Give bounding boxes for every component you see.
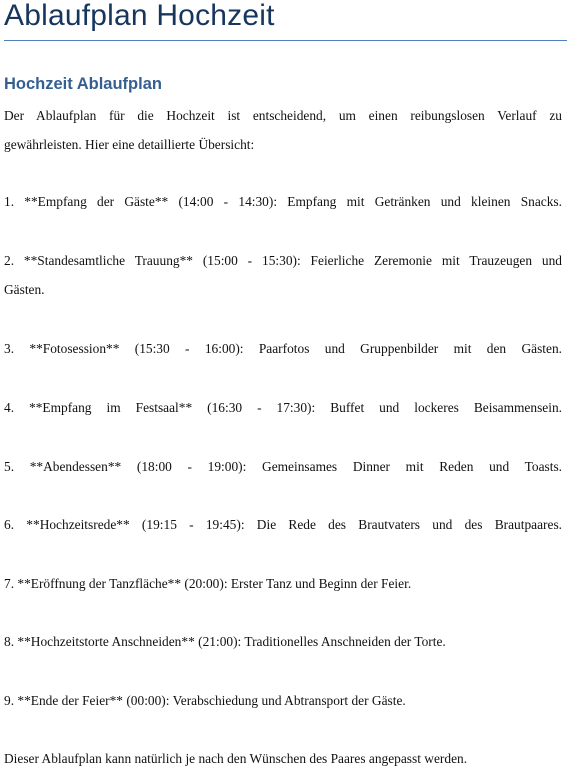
- intro-line-2: gewährleisten. Hier eine detaillierte Übersicht:: [4, 137, 255, 152]
- schedule-item-text: 3. **Fotosession** (15:30 - 16:00): Paarfotos und Gruppenbilder mit den Gästen.: [4, 341, 562, 356]
- title-underline-rule: [4, 40, 567, 41]
- intro-line-1: Der Ablaufplan für die Hochzeit ist entscheidend, um einen reibungslosen Verlauf zu: [4, 108, 562, 123]
- schedule-item: [4, 686, 562, 715]
- schedule-item-text: 2. **Standesamtliche Trauung** (15:00 - 15:30): Feierliche Zeremonie mit Trauzeugen und: [4, 253, 562, 268]
- closing-paragraph: Dieser Ablaufplan kann natürlich je nach den Wünschen des Paares angepasst werden.: [4, 751, 468, 766]
- schedule-item: [4, 187, 562, 216]
- schedule-item: [4, 510, 562, 539]
- schedule-item: [4, 452, 562, 481]
- schedule-item: [4, 334, 562, 363]
- schedule-item: [4, 627, 562, 656]
- section-heading: Hochzeit Ablaufplan: [4, 75, 162, 93]
- schedule-item-text-continued: Gästen.: [4, 282, 45, 297]
- document-title: Ablaufplan Hochzeit: [4, 0, 275, 32]
- schedule-item-text: 9. **Ende der Feier** (00:00): Verabschiedung und Abtransport der Gäste.: [4, 693, 406, 708]
- schedule-item-text: 1. **Empfang der Gäste** (14:00 - 14:30): Empfang mit Getränken und kleinen Snacks.: [4, 194, 562, 209]
- schedule-item: [4, 246, 562, 304]
- schedule-item: [4, 393, 562, 422]
- schedule-item-text: 6. **Hochzeitsrede** (19:15 - 19:45): Die Rede des Brautvaters und des Brautpaares.: [4, 517, 562, 532]
- schedule-item-text: 7. **Eröffnung der Tanzfläche** (20:00): Erster Tanz und Beginn der Feier.: [4, 576, 412, 591]
- schedule-item-text: 5. **Abendessen** (18:00 - 19:00): Gemeinsames Dinner mit Reden und Toasts.: [4, 459, 562, 474]
- schedule-item-text: 4. **Empfang im Festsaal** (16:30 - 17:30): Buffet und lockeres Beisammensein.: [4, 400, 562, 415]
- intro-paragraph: [4, 101, 562, 159]
- schedule-item: [4, 569, 562, 598]
- schedule-item-text: 8. **Hochzeitstorte Anschneiden** (21:00): Traditionelles Anschneiden der Torte.: [4, 634, 446, 649]
